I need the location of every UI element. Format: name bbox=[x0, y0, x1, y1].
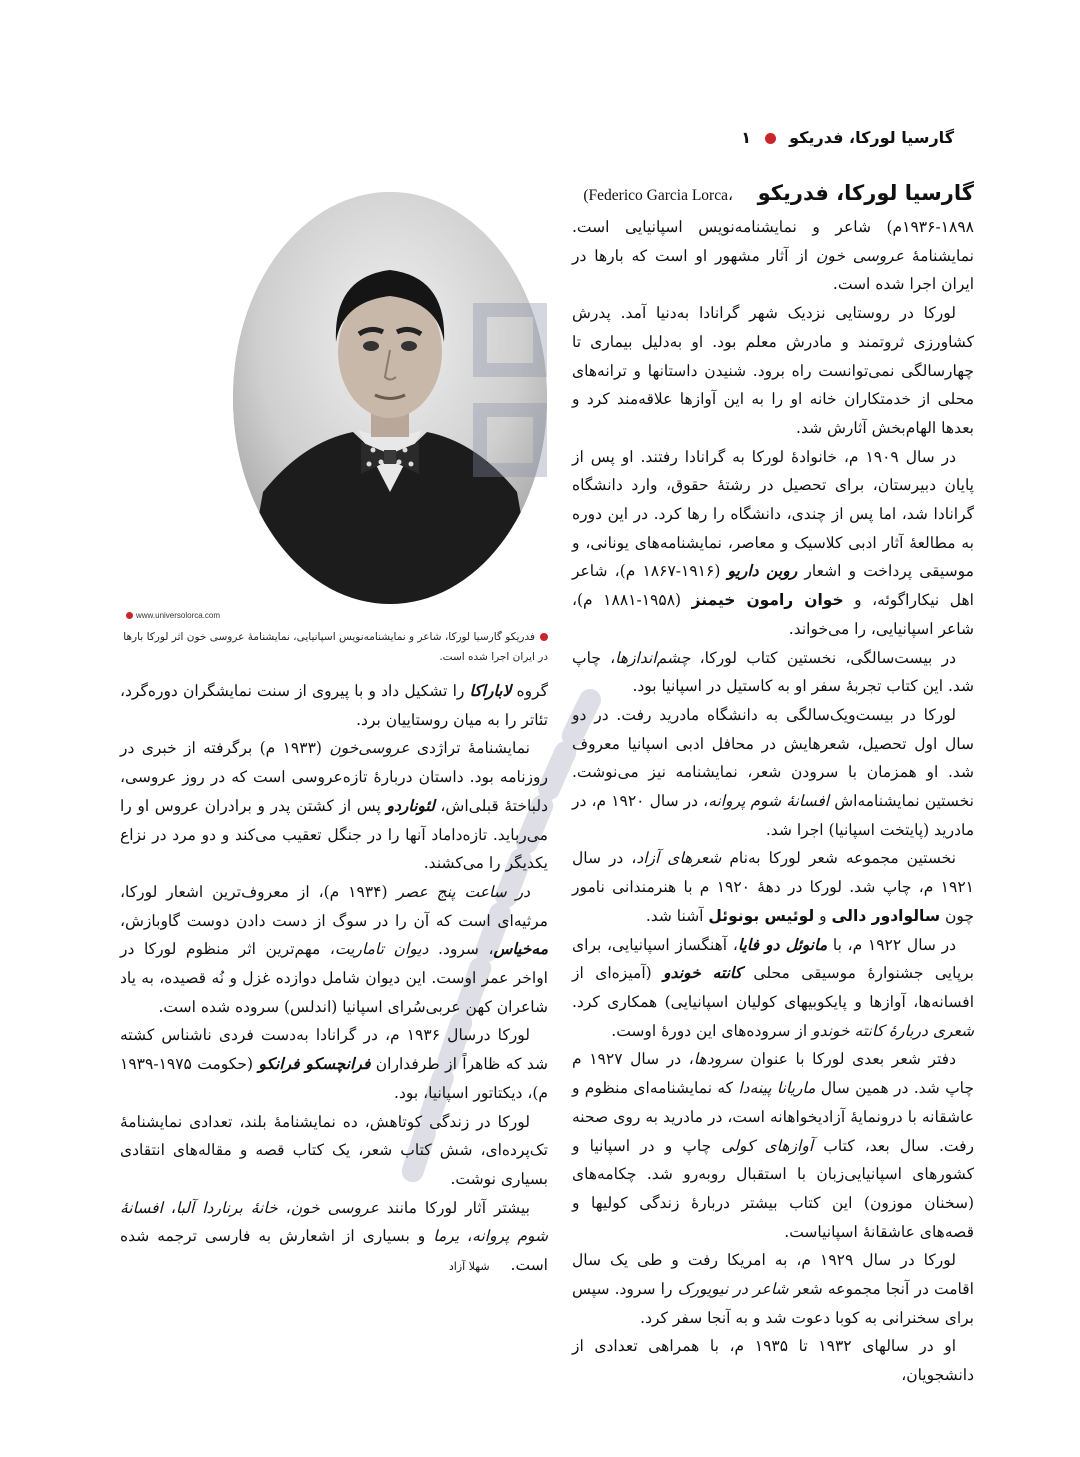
article-title-line bbox=[572, 176, 974, 213]
red-dot-icon bbox=[540, 633, 548, 641]
right-column-paragraph: دفتر شعر بعدی لورکا با عنوان سرودها، در سال ۱۹۲۷ م چاپ شد. در همین سال ماریانا پینه‌دا که نمایشنامه‌ای منظوم و عاشقانه با درونمایهٔ آزادیخواهانه است، در مادرید به روی صحنه رفت. سال بعد، کتاب آوازهای کولی چاپ و در اسپانیا و کشورهای اسپانیایی‌زبان با استقبال روبه‌رو شد. چکامه‌های (سخنان موزون) این کتاب بیشتر دربارهٔ زندگی کولیها و قصه‌های عاشقانهٔ اسپانیاست. bbox=[572, 1050, 974, 1241]
left-column-paragraph: گروه لاباراکا را تشکیل داد و با پیروی از سنت نمایشگران دوره‌گرد، تئاتر را به میان روستاییان برد. bbox=[120, 682, 549, 729]
figure-caption bbox=[120, 627, 548, 667]
photo-credit bbox=[126, 611, 220, 620]
left-column-paragraph: نمایشنامهٔ تراژدی عروسی‌خون (۱۹۳۳ م) برگرفته از خبری در روزنامه بود. داستان دربارهٔ تازه‌عروسی است که در روز عروسی، دلباختهٔ قبلی‌اش، لئوناردو پس از کشتن پدر و برادران عروس او را می‌رباید. تازه‌داماد آنها را در جنگل تعقیب می‌کند و دو مرد در نزاع یکدیگر را می‌کشند. bbox=[120, 739, 548, 873]
watermark-logo bbox=[470, 300, 550, 500]
figure-caption-text: فدریکو گارسیا لورکا، شاعر و نمایشنامه‌نویس اسپانیایی، نمایشنامهٔ عروسی خون اثر لورکا بارها در ایران اجرا شده است. bbox=[123, 631, 548, 663]
left-column-paragraph: بیشتر آثار لورکا مانند عروسی خون، خانهٔ برناردا آلبا، افسانهٔ شوم پروانه، یرما و بسیاری از اشعارش به فارسی ترجمه شده است. شهلا آزاد bbox=[120, 1198, 548, 1275]
article-latin-name: (Federico Garcia Lorca، bbox=[583, 187, 733, 204]
red-dot-icon bbox=[126, 612, 133, 619]
right-column-paragraph: او در سالهای ۱۹۳۲ تا ۱۹۳۵ م، با همراهی تعدادی از دانشجویان، bbox=[572, 1337, 974, 1385]
photo-credit-text: www.universolorca.com bbox=[136, 611, 221, 620]
article-right-column bbox=[572, 176, 974, 1390]
article-left-column bbox=[120, 677, 548, 1282]
right-column-paragraph: در سال ۱۹۰۹ م، خانوادهٔ لورکا به گرانادا رفتند. او پس از پایان دبیرستان، برای تحصیل در رشتهٔ حقوق، وارد دانشگاه گرانادا شد، اما پس از چندی، دانشگاه را رها کرد. در این دوره به مطالعهٔ آثار ادبی کلاسیک و معاصر، نمایشنامه‌های یونانی، و موسیقی پرداخت و اشعار روبن داریو (۱۹۱۶-۱۸۶۷ م)، شاعر اهل نیکاراگوئه، و خوان رامون خیمنز (۱۹۵۸-۱۸۸۱ م)، شاعر اسپانیایی، را می‌خواند. bbox=[572, 447, 974, 638]
right-column-paragraphs bbox=[572, 213, 974, 1390]
right-column-paragraph: در بیست‌سالگی، نخستین کتاب لورکا، چشم‌اندازها، چاپ شد. این کتاب تجربهٔ سفر او به کاستیل در اسپانیا بود. bbox=[572, 648, 974, 696]
running-header bbox=[554, 126, 954, 150]
left-column-paragraph: لورکا درسال ۱۹۳۶ م، در گرانادا به‌دست فردی ناشناس کشته شد که ظاهراً از طرفداران فرانچسکو فرانکو (حکومت ۱۹۷۵-۱۹۳۹ م)، دیکتاتور اسپانیا، بود. bbox=[120, 1026, 548, 1102]
author-name: شهلا آزاد bbox=[448, 1260, 511, 1274]
left-column-paragraph: در ساعت پنج عصر (۱۹۳۴ م)، از معروف‌ترین اشعار لورکا، مرثیه‌ای است که آن را در سوگ از دست دادن دوست گاوبازش، مه‌خیاس، سرود. دیوان تاماریت، مهم‌ترین اثر منظوم لورکا در اواخر عمر اوست. این دیوان شامل دوازده غزل و نُه قصیده، به یاد شاعران کهن عربی‌سُرای اسپانیا (اندلس) سروده شده است. bbox=[120, 882, 548, 1016]
right-column-paragraph: لورکا در سال ۱۹۲۹ م، به امریکا رفت و طی یک سال اقامت در آنجا مجموعه شعر شاعر در نیویورک را سرود. سپس برای سخنرانی به کوبا دعوت شد و به آنجا سفر کرد. bbox=[572, 1251, 974, 1327]
article-title: گارسیا لورکا، فدریکو bbox=[757, 181, 974, 205]
right-column-paragraph: در سال ۱۹۲۲ م، با مانوئل دو فایا، آهنگساز اسپانیایی، برای برپایی جشنوارهٔ موسیقی محلی کانته خوندو (آمیزه‌ای از افسانه‌ها، آوازها و پایکوبیهای کولیان اسپانیایی) همکاری کرد. شعری دربارهٔ کانته خوندو از سروده‌های این دورهٔ اوست. bbox=[572, 935, 974, 1040]
right-column-paragraph: ۱۹۳۶-۱۸۹۸م) شاعر و نمایشنامه‌نویس اسپانیایی است. نمایشنامهٔ عروسی خون از آثار مشهور او است که بارها در ایران اجرا شده است. bbox=[572, 218, 974, 294]
right-column-paragraph: لورکا در بیست‌ویک‌سالگی به دانشگاه مادرید رفت. در دو سال اول تحصیل، شعرهایش در محافل ادبی اسپانیا معروف شد. او همزمان با سرودن شعر، نمایشنامه نیز می‌نوشت. نخستین نمایشنامه‌اش افسانهٔ شوم پروانه، در سال ۱۹۲۰ م، در مادرید (پایتخت اسپانیا) اجرا شد. bbox=[572, 705, 974, 839]
left-column-paragraphs bbox=[120, 677, 548, 1282]
left-column-paragraph: لورکا در زندگی کوتاهش، ده نمایشنامهٔ بلند، تعدادی نمایشنامهٔ تک‌پرده‌ای، شش کتاب شعر، یک کتاب قصه و مقاله‌های انتقادی بسیاری نوشت. bbox=[120, 1112, 548, 1188]
right-column-paragraph: لورکا در روستایی نزدیک شهر گرانادا به‌دنیا آمد. پدرش کشاورزی ثروتمند و مادرش معلم بود. او به‌دلیل بیماری تا چهارسالگی نمی‌توانست راه برود. شنیدن داستانها و ترانه‌های محلی از خدمتکاران خانه او را به این آوازها علاقه‌مند کرد و بعدها الهام‌بخش آثارش شد. bbox=[572, 304, 974, 437]
header-title: گارسیا لورکا، فدریکو bbox=[789, 128, 954, 147]
page-number: ۱ bbox=[741, 128, 751, 147]
red-dot-icon bbox=[765, 133, 776, 144]
right-column-paragraph: نخستین مجموعه شعر لورکا به‌نام شعرهای آزاد، در سال ۱۹۲۱ م، چاپ شد. لورکا در دهۀ ۱۹۲۰ م با هنرمندانی نامور چون سالوادور دالی و لوئیس بونوئل آشنا شد. bbox=[572, 849, 974, 925]
